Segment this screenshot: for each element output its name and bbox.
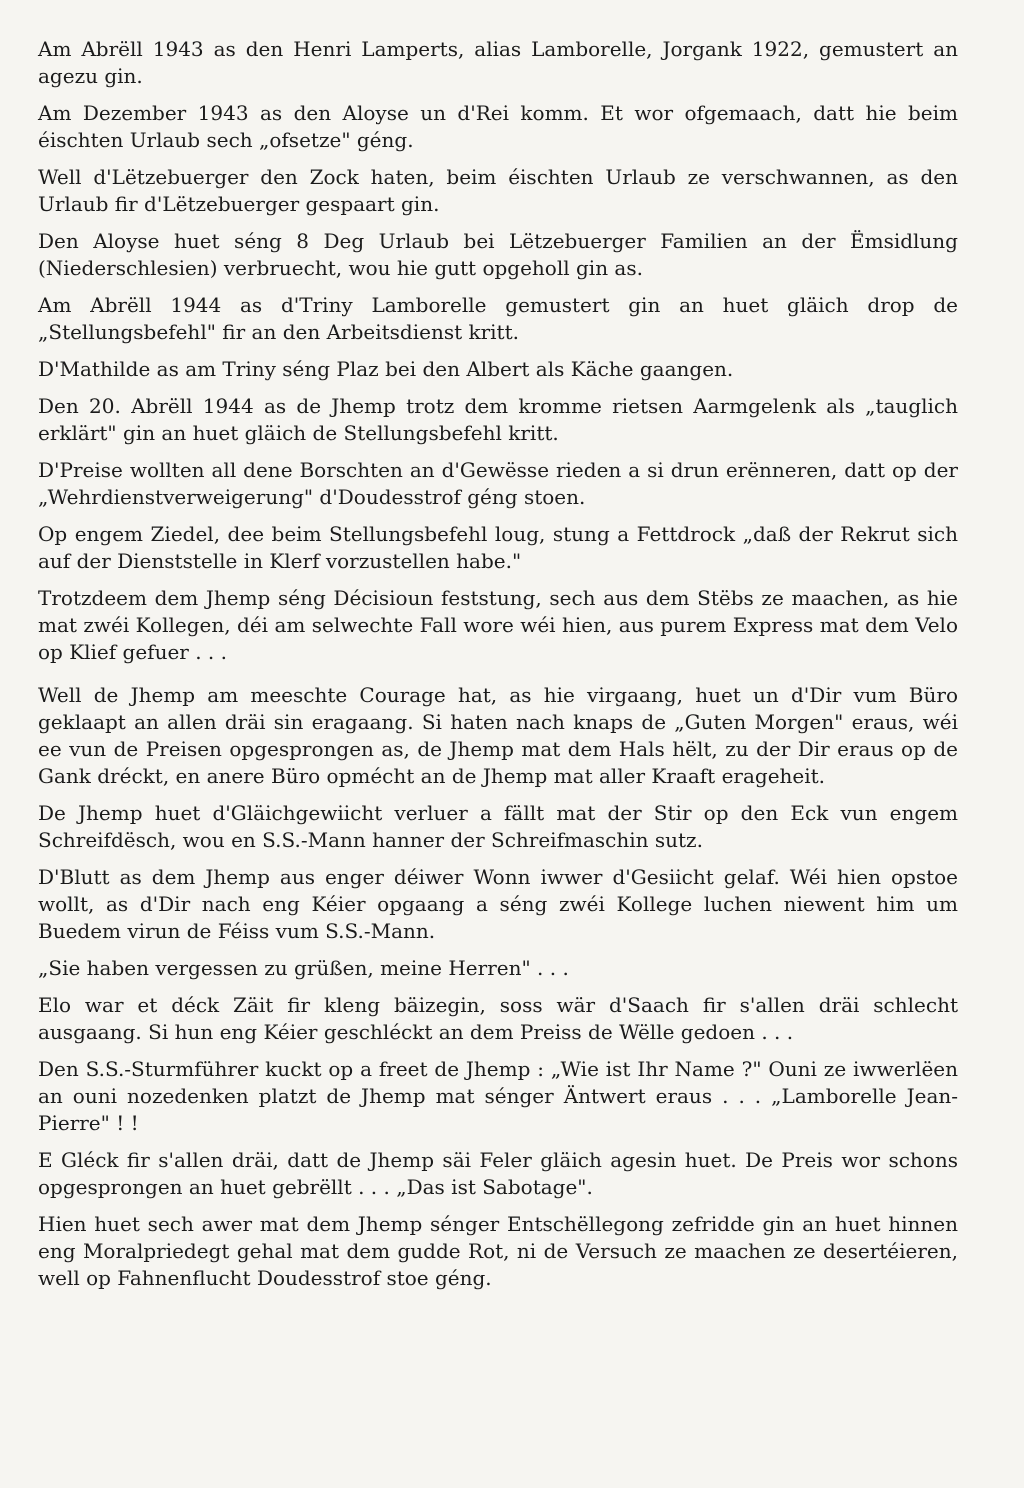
paragraph-5: Am Abrëll 1944 as d'Triny Lamborelle gemustert gin an huet gläich drop de „Stellungsbefehl" fir an den Arbeitsdienst kritt. [38,293,958,344]
paragraph-12: De Jhemp huet d'Gläichgewiicht verluer a fällt mat der Stir op den Eck vun engem Schreifdësch, wou en S.S.-Mann hanner der Schreifmaschin sutz. [38,801,958,852]
paragraph-15: Elo war et déck Zäit fir kleng bäizegin, soss wär d'Saach fir s'allen dräi schlecht ausgaang. Si hun eng Kéier geschléckt an dem Preiss de Wëlle gedoen . . . [38,993,958,1044]
paragraph-18: Hien huet sech awer mat dem Jhemp sénger Entschëllegong zefridde gin an huet hinnen eng Moralpriedegt gehal mat dem gudde Rot, ni de Versuch ze maachen ze desertéieren, well op Fahnenflucht Doudesstrof stoe géng. [38,1212,958,1290]
paragraph-16: Den S.S.-Sturmführer kuckt op a freet de Jhemp : „Wie ist Ihr Name ?" Ouni ze iwwerlëen an ouni nozedenken platzt de Jhemp mat sénger Äntwert eraus . . . „Lamborelle Jean-Pierre" ! ! [38,1057,958,1135]
paragraph-14: „Sie haben vergessen zu grüßen, meine Herren" . . . [38,956,569,980]
paragraph-13: D'Blutt as dem Jhemp aus enger déiwer Wonn iwwer d'Gesiicht gelaf. Wéi hien opstoe wollt, as d'Dir nach eng Kéier opgaang a séng zwéi Kollege luchen niewent him um Buedem virun de Féiss vum S.S.-Mann. [38,865,958,943]
paragraph-8: D'Preise wollten all dene Borschten an d'Gewësse rieden a si drun erënneren, datt op der „Wehrdienstverweigerung" d'Doudesstrof géng stoen. [38,458,958,509]
paragraph-6: D'Mathilde as am Triny séng Plaz bei den Albert als Käche gaangen. [38,357,734,381]
paragraph-10: Trotzdeem dem Jhemp séng Décisioun feststung, sech aus dem Stëbs ze maachen, as hie mat zwéi Kollegen, déi am selwechte Fall wore wéi hien, aus purem Express mat dem Velo op Klief gefuer . . . [38,586,958,664]
paragraph-11: Well de Jhemp am meeschte Courage hat, as hie virgaang, huet un d'Dir vum Büro geklaapt an allen dräi sin eragaang. Si haten nach knaps de „Guten Morgen" eraus, wéi ee vun de Preisen opgesprongen as, de Jhemp mat dem Hals hëlt, zu der Dir eraus op de Gank dréckt, en anere Büro opmécht an de Jhemp mat aller Kraaft erageheit. [38,683,958,788]
paragraph-17: E Gléck fir s'allen dräi, datt de Jhemp säi Feler gläich agesin huet. De Preis wor schons opgesprongen an huet gebrëllt . . . „Das ist Sabotage". [38,1148,958,1199]
paragraph-3: Well d'Lëtzebuerger den Zock haten, beim éischten Urlaub ze verschwannen, as den Urlaub fir d'Lëtzebuerger gespaart gin. [38,165,958,216]
paragraph-4: Den Aloyse huet séng 8 Deg Urlaub bei Lëtzebuerger Familien an der Ëmsidlung (Niederschlesien) verbruecht, wou hie gutt opgeholl gin as. [38,229,958,280]
paragraph-1: Am Abrëll 1943 as den Henri Lamperts, alias Lamborelle, Jorgank 1922, gemustert an agezu gin. [38,37,958,88]
paragraph-2: Am Dezember 1943 as den Aloyse un d'Rei komm. Et wor ofgemaach, datt hie beim éischten Urlaub sech „ofsetze" géng. [38,101,958,152]
paragraph-7: Den 20. Abrëll 1944 as de Jhemp trotz dem kromme rietsen Aarmgelenk als „tauglich erklärt" gin an huet gläich de Stellungsbefehl kritt. [38,394,958,445]
paragraph-9: Op engem Ziedel, dee beim Stellungsbefehl loug, stung a Fettdrock „daß der Rekrut sich auf der Dienststelle in Klerf vorzustellen habe." [38,522,958,573]
